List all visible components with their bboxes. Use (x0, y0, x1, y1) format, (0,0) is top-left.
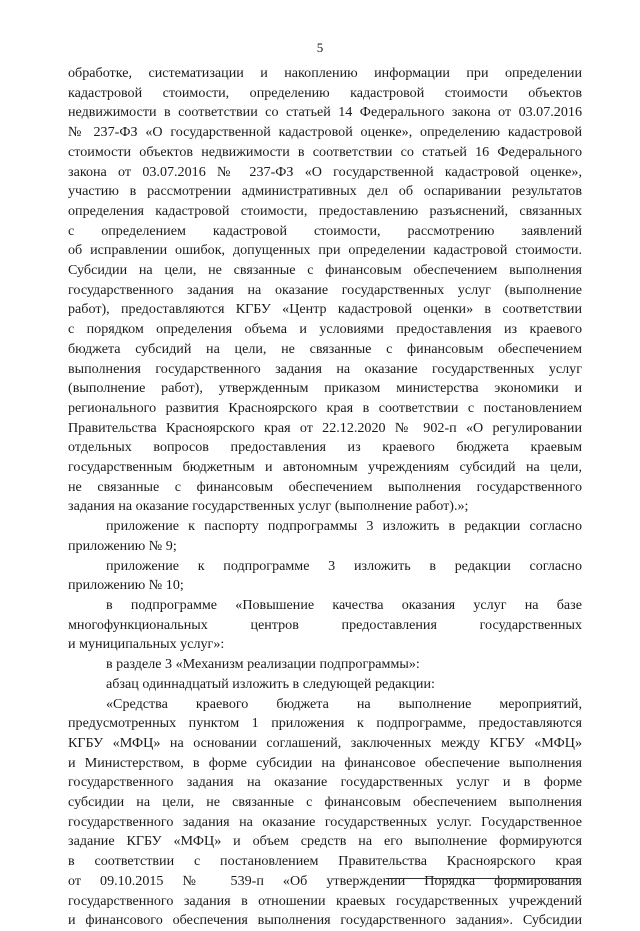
text-line: КГБУ «МФЦ» на основании соглашений, заключенных между КГБУ «МФЦ» (68, 734, 582, 751)
text-line: государственного задания на оказание государственных услуг. Государственное (68, 813, 582, 830)
footer-rule (386, 878, 580, 879)
text-line: предусмотренных пунктом 1 приложения к подпрограмме, предоставляются (68, 715, 582, 732)
text-line: отдельных вопросов предоставления из краевого бюджета краевым (68, 439, 582, 456)
text-line: «Средства краевого бюджета на выполнение мероприятий, (106, 695, 582, 712)
text-line: от 09.10.2015 № 539-п «Об утверждении Порядка формирования (68, 872, 582, 889)
text-line: задания на оказание государственных услуг (выполнение работ).»; (68, 498, 469, 515)
text-line: приложение к подпрограмме 3 изложить в редакции согласно (106, 557, 582, 574)
text-line: выполнения государственного задания на оказание государственных услуг (68, 360, 582, 377)
text-line: закона от 03.07.2016 № 237-ФЗ «О государственной кадастровой оценке», (68, 163, 582, 180)
text-line: приложению № 10; (68, 577, 184, 594)
text-line: с порядком определения объема и условиями предоставления из краевого (68, 321, 582, 338)
text-line: государственным бюджетным и автономным учреждениям субсидий на цели, (68, 459, 582, 476)
text-line: стоимости объектов недвижимости в соответствии со статьей 16 Федерального (68, 143, 582, 160)
text-line: (выполнение работ), утвержденным приказом министерства экономики и (68, 380, 582, 397)
text-line: приложение к паспорту подпрограммы 3 изложить в редакции согласно (106, 518, 582, 535)
text-line: в разделе 3 «Механизм реализации подпрограммы»: (106, 656, 420, 673)
text-line: государственного задания в отношении краевых государственных учреждений (68, 892, 582, 909)
text-line: не связанные с финансовым обеспечением выполнения государственного (68, 478, 582, 495)
text-line: субсидии на цели, не связанные с финансовым обеспечением выполнения (68, 794, 582, 811)
text-line: с определением кадастровой стоимости, рассмотрению заявлений (68, 222, 582, 239)
text-line: обработке, систематизации и накоплению информации при определении (68, 65, 582, 81)
text-line: и финансового обеспечения выполнения государственного задания». Субсидии (68, 912, 582, 929)
text-line: в соответствии с постановлением Правительства Красноярского края (68, 853, 582, 870)
text-line: кадастровой стоимости, определению кадастровой стоимости объектов (68, 84, 582, 101)
text-line: работ), предоставляются КГБУ «Центр кадастровой оценки» в соответствии (68, 301, 582, 318)
text-line: Правительства Красноярского края от 22.12.2020 № 902-п «О регулировании (68, 419, 582, 436)
text-line: в подпрограмме «Повышение качества оказания услуг на базе (106, 596, 582, 613)
text-line: государственного задания на оказание государственных услуг (выполнение (68, 281, 582, 298)
text-line: недвижимости в соответствии со статьей 14 Федерального закона от 03.07.2016 (68, 104, 582, 121)
text-line: № 237-ФЗ «О государственной кадастровой оценке», определению кадастровой (68, 124, 582, 141)
text-line: Субсидии на цели, не связанные с финансовым обеспечением выполнения (68, 262, 582, 279)
text-line: и Министерством, в форме субсидии на финансовое обеспечение выполнения (68, 754, 582, 771)
text-line: об исправлении ошибок, допущенных при определении кадастровой стоимости. (68, 242, 582, 259)
text-line: абзац одиннадцатый изложить в следующей редакции: (106, 675, 435, 692)
text-line: определения кадастровой стоимости, предоставлению разъяснений, связанных (68, 202, 582, 219)
page-number: 5 (316, 40, 324, 55)
text-line: бюджета субсидий на цели, не связанные с финансовым обеспечением (68, 340, 582, 357)
text-line: задание КГБУ «МФЦ» и объем средств на его выполнение формируются (68, 833, 582, 850)
text-line: приложению № 9; (68, 537, 177, 554)
text-line: регионального развития Красноярского края в соответствии с постановлением (68, 399, 582, 416)
text-line: государственного задания на оказание государственных услуг и в форме (68, 774, 582, 791)
text-line: участию в рассмотрении административных дел об оспаривании результатов (68, 183, 582, 200)
document-body (68, 64, 582, 931)
text-line: многофункциональных центров предоставления государственных (68, 616, 582, 633)
text-line: и муниципальных услуг»: (68, 636, 225, 653)
